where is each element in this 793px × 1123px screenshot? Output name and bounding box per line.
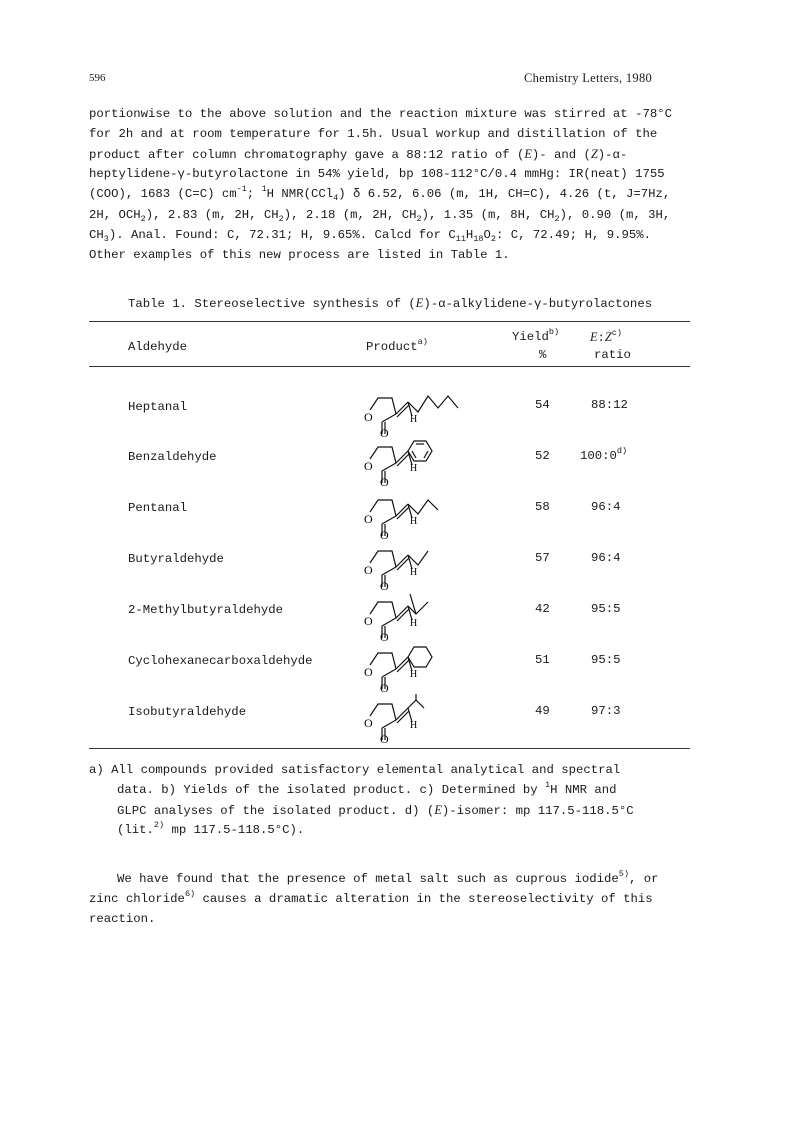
table-row-aldehyde: Isobutyraldehyde bbox=[128, 705, 247, 719]
column-header-product: Product$^{a)}$ bbox=[366, 337, 428, 354]
svg-text:O: O bbox=[380, 475, 389, 489]
table-row-yield: 42 bbox=[535, 602, 550, 616]
text-line: zinc chloride$^{6)}$ causes a dramatic alteration in the stereoselectivity of this bbox=[89, 889, 653, 906]
svg-text:O: O bbox=[380, 630, 389, 644]
table-header-rule bbox=[89, 366, 690, 367]
table-row-aldehyde: Benzaldehyde bbox=[128, 450, 217, 464]
text-line: Other examples of this new process are listed in Table 1. bbox=[89, 248, 510, 262]
structure-2-methylbutylidene-lactone bbox=[358, 592, 468, 644]
table-row-aldehyde: Heptanal bbox=[128, 400, 188, 414]
structure-pentylidene-lactone bbox=[358, 490, 468, 542]
text-line: 2H, $OCH_2$), 2.83 (m, 2H, $CH_2$), 2.18 (m, 2H, $CH_2$), 1.35 (m, 8H, $CH_2$), 0.90 (m, 3H, bbox=[89, 208, 671, 224]
table-bottom-rule bbox=[89, 748, 690, 749]
table-row-yield: 57 bbox=[535, 551, 550, 565]
table-row-yield: 49 bbox=[535, 704, 550, 718]
column-header-ratio: $E:Z^{c)}$ bbox=[590, 328, 622, 345]
table-row-yield: 54 bbox=[535, 398, 550, 412]
table-row-aldehyde: Cyclohexanecarboxaldehyde bbox=[128, 654, 313, 668]
svg-text:O: O bbox=[380, 528, 389, 542]
journal-name: Chemistry Letters, 1980 bbox=[524, 71, 653, 85]
column-header-yield-unit: % bbox=[539, 348, 547, 362]
table-row-ratio: 96:4 bbox=[591, 500, 621, 514]
structure-isobutylidene-lactone bbox=[358, 694, 468, 746]
table-row-ratio: 95:5 bbox=[591, 602, 621, 616]
svg-text:O: O bbox=[364, 512, 373, 526]
table-row-ratio: 96:4 bbox=[591, 551, 621, 565]
table-caption: Table 1. Stereoselective synthesis of (E)-α-alkylidene-γ-butyrolactones bbox=[128, 296, 653, 311]
table-row-aldehyde: Pentanal bbox=[128, 501, 188, 515]
text-line: heptylidene-γ-butyrolactone in 54% yield, bp 108-112°C/0.4 mmHg: IR(neat) 1755 bbox=[89, 167, 665, 181]
table-row-ratio: 97:3 bbox=[591, 704, 621, 718]
svg-text:O: O bbox=[380, 732, 389, 746]
footnote-line: GLPC analyses of the isolated product. d) (E)-isomer: mp 117.5-118.5°C bbox=[117, 803, 634, 818]
table-row-aldehyde: Butyraldehyde bbox=[128, 552, 224, 566]
table-row-yield: 51 bbox=[535, 653, 550, 667]
table-row-yield: 52 bbox=[535, 449, 550, 463]
table-row-ratio: 100:0$^{d)}$ bbox=[580, 446, 628, 463]
column-header-ratio-word: ratio bbox=[594, 348, 631, 362]
table-row-ratio: 95:5 bbox=[591, 653, 621, 667]
svg-text:H: H bbox=[410, 463, 418, 474]
table-row-yield: 58 bbox=[535, 500, 550, 514]
svg-text:O: O bbox=[364, 459, 373, 473]
column-header-aldehyde: Aldehyde bbox=[128, 340, 188, 354]
svg-text:H: H bbox=[410, 669, 418, 680]
svg-text:H: H bbox=[410, 414, 418, 425]
svg-text:H: H bbox=[410, 516, 418, 527]
svg-text:O: O bbox=[380, 426, 389, 440]
structure-benzylidene-lactone bbox=[358, 437, 468, 489]
structure-butylidene-lactone bbox=[358, 541, 468, 593]
svg-text:O: O bbox=[380, 579, 389, 593]
text-line: product after column chromatography gave a 88:12 ratio of (E)- and (Z)-α- bbox=[89, 147, 628, 162]
footnote-line: (lit.$^{2)}$ mp 117.5-118.5°C). bbox=[117, 820, 305, 837]
svg-text:O: O bbox=[380, 681, 389, 695]
text-line: portionwise to the above solution and the reaction mixture was stirred at -78°C bbox=[89, 107, 672, 121]
footnote-line: a) All compounds provided satisfactory elemental analytical and spectral bbox=[89, 763, 621, 777]
svg-text:H: H bbox=[410, 567, 418, 578]
text-line: reaction. bbox=[89, 912, 156, 926]
svg-text:O: O bbox=[364, 410, 373, 424]
column-header-yield: Yield$^{b)}$ bbox=[512, 327, 560, 344]
page-number: 596 bbox=[89, 72, 106, 84]
svg-text:H: H bbox=[410, 720, 418, 731]
structure-cyclohexylmethylene-lactone bbox=[358, 643, 468, 695]
table-row-aldehyde: 2-Methylbutyraldehyde bbox=[128, 603, 283, 617]
footnote-line: data. b) Yields of the isolated product. c) Determined by $^1$H NMR and bbox=[117, 780, 617, 797]
text-line: for 2h and at room temperature for 1.5h. Usual workup and distillation of the bbox=[89, 127, 658, 141]
svg-text:O: O bbox=[364, 614, 373, 628]
svg-text:O: O bbox=[364, 563, 373, 577]
table-row-ratio: 88:12 bbox=[591, 398, 628, 412]
svg-text:H: H bbox=[410, 618, 418, 629]
text-line: (COO), 1683 (C=C) $cm^{-1}$; $^1$H NMR(CCl$_4$) δ 6.52, 6.06 (m, 1H, CH=C), 4.26 (t, J=7Hz, bbox=[89, 184, 671, 203]
svg-text:O: O bbox=[364, 716, 373, 730]
svg-text:O: O bbox=[364, 665, 373, 679]
structure-heptylidene-lactone bbox=[358, 388, 468, 440]
table-top-rule bbox=[89, 321, 690, 322]
text-line: We have found that the presence of metal salt such as cuprous iodide$^{5)}$, or bbox=[117, 869, 659, 886]
text-line: $CH_3$). Anal. Found: C, 72.31; H, 9.65%. Calcd for $C_{11}H_{18}O_2$: C, 72.49; H, 9.95%. bbox=[89, 228, 651, 244]
